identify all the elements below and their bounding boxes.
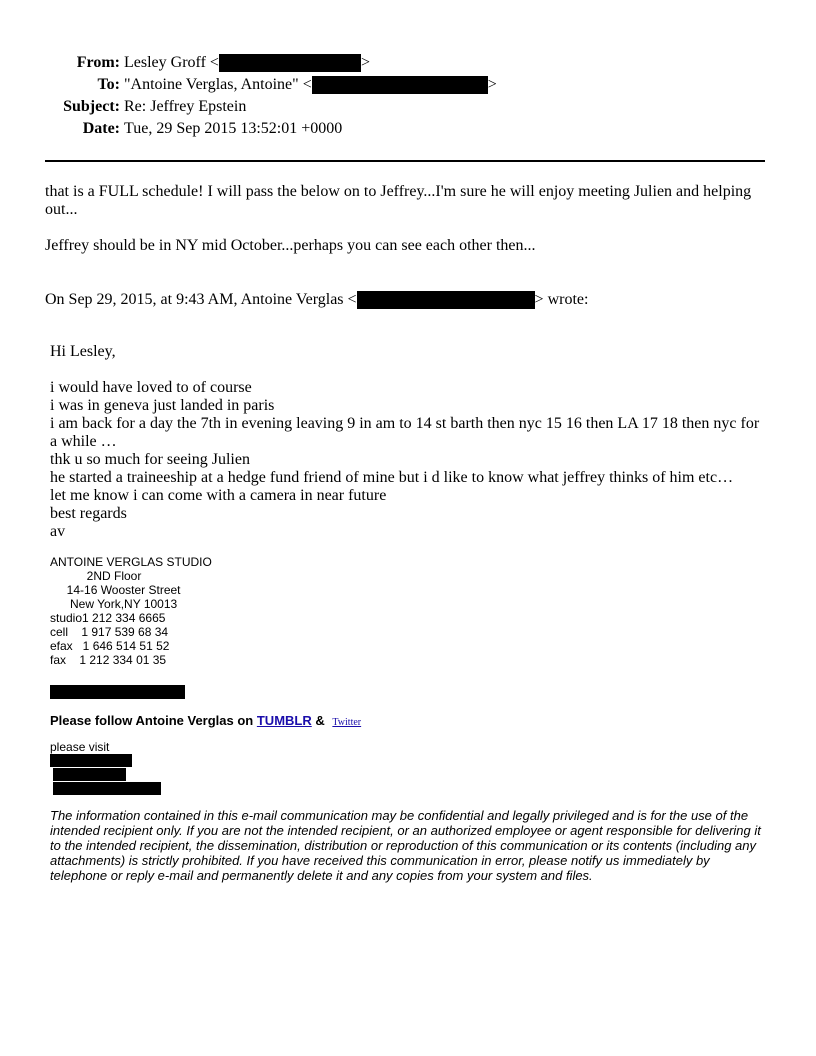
tumblr-link[interactable]: TUMBLR xyxy=(256,713,312,728)
to-name: "Antoine Verglas, Antoine" xyxy=(124,76,299,93)
angle-open: < xyxy=(302,76,312,93)
reply-paragraph-1: that is a FULL schedule! I will pass the below on to Jeffrey...I'm sure he will enjoy meeting Julien and helping out... xyxy=(45,183,752,218)
twitter-link[interactable]: Twitter xyxy=(332,717,362,728)
quote-attribution-suffix: > wrote: xyxy=(534,291,589,308)
quoted-line: i would have loved to of course xyxy=(50,379,252,396)
quoted-greeting: Hi Lesley, xyxy=(50,343,116,360)
quoted-message xyxy=(50,379,765,541)
quoted-line: thk u so much for seeing Julien xyxy=(50,451,250,468)
signature-line: New York,NY 10013 xyxy=(50,597,178,611)
date-label: Date: xyxy=(82,120,120,137)
redaction-bar xyxy=(312,76,488,94)
from-name: Lesley Groff xyxy=(124,54,206,71)
to-value xyxy=(124,74,497,96)
follow-prefix: Please follow Antoine Verglas on xyxy=(50,713,257,728)
redaction-bar xyxy=(219,54,361,72)
angle-close: > xyxy=(487,76,497,93)
quoted-line: i was in geneva just landed in paris xyxy=(50,397,275,414)
date-row xyxy=(0,118,816,140)
signature-line: efax 1 646 514 51 52 xyxy=(50,639,170,653)
from-row xyxy=(0,52,816,74)
signature-line: 14-16 Wooster Street xyxy=(50,583,181,597)
quoted-line: let me know i can come with a camera in near future xyxy=(50,487,387,504)
quoted-line: av xyxy=(50,523,66,540)
angle-close: > xyxy=(360,54,370,71)
subject-row xyxy=(0,96,816,118)
confidentiality-disclaimer: The information contained in this e-mail communication may be confidential and legally privileged and is for the use of the intended recipient only. If you are not the intended recipient, or an authorized employee or agent responsible for delivering it to the intended recipient, the dissemination, distribution or reproduction of this communication or its contents (including any attachments) is strictly prohibited. If you have received this communication in error, please notify us immediately by telephone or reply e-mail and permanently delete it and any copies from your system and files. xyxy=(50,808,761,883)
from-value xyxy=(124,52,370,74)
follow-line xyxy=(50,713,361,728)
from-label: From: xyxy=(76,54,120,71)
quote-attribution-prefix: On Sep 29, 2015, at 9:43 AM, Antoine Verglas < xyxy=(45,291,357,308)
date-value: Tue, 29 Sep 2015 13:52:01 +0000 xyxy=(124,120,343,137)
quote-attribution xyxy=(45,291,765,309)
quoted-line: i am back for a day the 7th in evening leaving 9 in am to 14 st barth then nyc 15 16 then LA 17 18 then nyc for a while … xyxy=(50,415,760,450)
signature-line: fax 1 212 334 01 35 xyxy=(50,653,167,667)
signature-line: cell 1 917 539 68 34 xyxy=(50,625,169,639)
signature-block xyxy=(50,555,212,667)
subject-label: Subject: xyxy=(63,98,120,115)
visit-block xyxy=(50,740,161,795)
angle-open: < xyxy=(209,54,219,71)
reply-paragraph-2: Jeffrey should be in NY mid October...perhaps you can see each other then... xyxy=(45,237,536,254)
follow-ampersand: & xyxy=(311,713,329,728)
quoted-line: he started a traineeship at a hedge fund friend of mine but i d like to know what jeffrey thinks of him etc… xyxy=(50,469,734,486)
header-divider xyxy=(45,160,765,162)
email-header xyxy=(0,52,816,140)
to-label: To: xyxy=(97,76,120,93)
redaction-bar xyxy=(50,754,132,767)
subject-value: Re: Jeffrey Epstein xyxy=(124,98,247,115)
visit-label: please visit xyxy=(50,740,110,754)
redaction-bar xyxy=(53,782,161,795)
redaction-bar xyxy=(53,768,126,781)
signature-line: 2ND Floor xyxy=(50,569,142,583)
redaction-bar xyxy=(50,685,185,699)
quoted-line: best regards xyxy=(50,505,127,522)
to-row xyxy=(0,74,816,96)
signature-line: ANTOINE VERGLAS STUDIO xyxy=(50,555,212,569)
redaction-bar xyxy=(357,291,535,309)
signature-line: studio1 212 334 6665 xyxy=(50,611,166,625)
